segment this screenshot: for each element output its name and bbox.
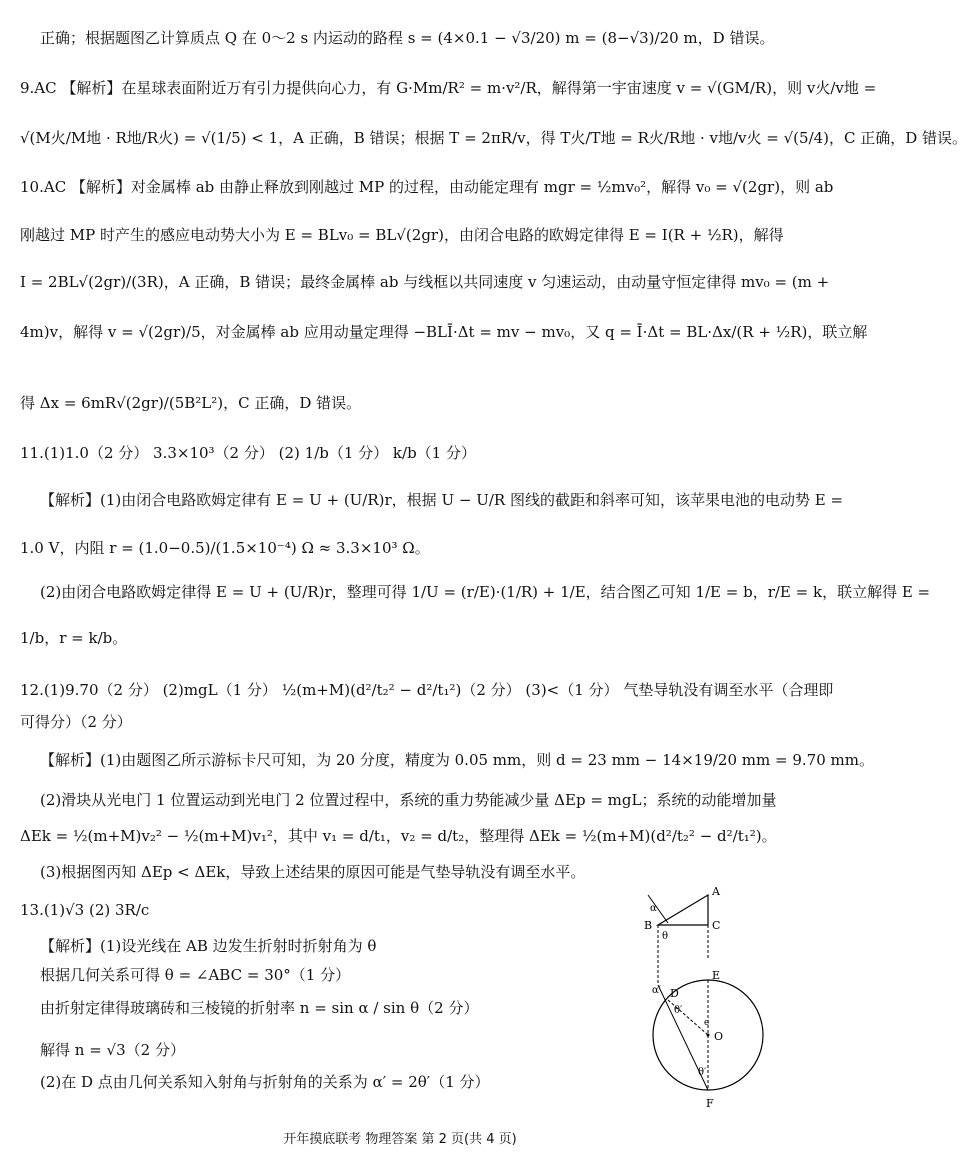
label-D: D <box>670 987 679 1000</box>
page-footer: 开年摸底联考 物理答案 第 2 页(共 4 页) <box>283 1132 517 1147</box>
text-line: (3)根据图丙知 ΔEp < ΔEk，导致上述结果的原因可能是气垫导轨没有调至水平。 <box>40 863 586 881</box>
label-theta: θ <box>662 931 669 942</box>
text-line: 1/b，r = k/b。 <box>20 629 128 647</box>
text-line: (2)由闭合电路欧姆定律得 E = U + (U/R)r，整理可得 1/U = (r/E)·(1/R) + 1/E，结合图乙可知 1/E = b，r/E = k，联立解得 E = <box>40 583 931 601</box>
label-C: C <box>712 919 721 932</box>
label-theta-prime-f: θ′ <box>698 1067 707 1078</box>
text-line: 得 Δx = 6mR√(2gr)/(5B²L²)，C 正确，D 错误。 <box>20 394 362 412</box>
prism-triangle <box>658 895 708 925</box>
label-alpha-prime: α′ <box>652 985 662 996</box>
label-B: B <box>644 919 653 932</box>
text-line: 【解析】(1)由题图乙所示游标卡尺可知，为 20 分度，精度为 0.05 mm，则 d = 23 mm − 14×19/20 mm = 9.70 mm。 <box>40 751 874 769</box>
text-line: 13.(1)√3 (2) 3R/c <box>20 901 150 919</box>
center-dot <box>707 1034 710 1037</box>
text-line: 4m)v，解得 v = √(2gr)/5，对金属棒 ab 应用动量定理得 −BLĪ·Δt = mv − mv₀，又 q = Ī·Δt = BL·Δx/(R + ½R)，联立解 <box>20 323 868 341</box>
label-theta-prime-d: θ′ <box>674 1005 683 1016</box>
text-line: 【解析】(1)设光线在 AB 边发生折射时折射角为 θ <box>40 937 377 955</box>
text-line: 刚越过 MP 时产生的感应电动势大小为 E = BLv₀ = BL√(2gr)，由闭合电路的欧姆定律得 E = I(R + ½R)，解得 <box>20 226 784 244</box>
text-line: 1.0 V，内阻 r = (1.0−0.5)/(1.5×10⁻⁴) Ω ≈ 3.3×10³ Ω。 <box>20 539 430 557</box>
text-line: (2)在 D 点由几何关系知入射角与折射角的关系为 α′ = 2θ′（1 分） <box>40 1073 490 1091</box>
text-line: 由折射定律得玻璃砖和三棱镜的折射率 n = sin α / sin θ（2 分） <box>40 999 479 1017</box>
optics-diagram <box>628 885 778 1115</box>
text-line: 10.AC 【解析】对金属棒 ab 由静止释放到刚越过 MP 的过程，由动能定理有 mgr = ½mv₀²，解得 v₀ = √(2gr)，则 ab <box>20 178 834 196</box>
text-line: 根据几何关系可得 θ = ∠ABC = 30°（1 分） <box>40 966 351 984</box>
text-line: 正确；根据题图乙计算质点 Q 在 0～2 s 内运动的路程 s = (4×0.1 − √3/20) m = (8−√3)/20 m，D 错误。 <box>40 29 775 47</box>
text-line: 【解析】(1)由闭合电路欧姆定律有 E = U + (U/R)r，根据 U − U/R 图线的截距和斜率可知，该苹果电池的电动势 E = <box>40 491 844 509</box>
label-alpha: α <box>650 903 657 914</box>
text-line: 可得分）（2 分） <box>20 713 132 731</box>
text-line: 12.(1)9.70（2 分） (2)mgL（1 分） ½(m+M)(d²/t₂² − d²/t₁²)（2 分） (3)<（1 分） 气垫导轨没有调至水平（合理即 <box>20 681 834 699</box>
text-line: (2)滑块从光电门 1 位置运动到光电门 2 位置过程中，系统的重力势能减少量 ΔEp = mgL；系统的动能增加量 <box>40 791 777 809</box>
label-e: e <box>704 1018 710 1028</box>
label-E: E <box>712 969 721 982</box>
label-A: A <box>712 885 720 898</box>
label-F: F <box>706 1097 714 1110</box>
text-line: 9.AC 【解析】在星球表面附近万有引力提供向心力，有 G·Mm/R² = m·v²/R，解得第一宇宙速度 v = √(GM/R)，则 v火/v地 = <box>20 79 877 97</box>
text-line: 解得 n = √3（2 分） <box>40 1041 185 1059</box>
text-line: ΔEk = ½(m+M)v₂² − ½(m+M)v₁²，其中 v₁ = d/t₁，v₂ = d/t₂，整理得 ΔEk = ½(m+M)(d²/t₂² − d²/t₁²)。 <box>20 827 777 845</box>
text-line: √(M火/M地 · R地/R火) = √(1/5) < 1，A 正确，B 错误；根据 T = 2πR/v，得 T火/T地 = R火/R地 · v地/v火 = √(5/4)，C 正确，D 错误。 <box>20 129 967 147</box>
label-O: O <box>714 1030 724 1043</box>
text-line: I = 2BL√(2gr)/(3R)，A 正确，B 错误；最终金属棒 ab 与线框以共同速度 v 匀速运动，由动量守恒定律得 mv₀ = (m + <box>20 273 830 291</box>
text-line: 11.(1)1.0（2 分） 3.3×10³（2 分） (2) 1/b（1 分） k/b（1 分） <box>20 444 476 462</box>
